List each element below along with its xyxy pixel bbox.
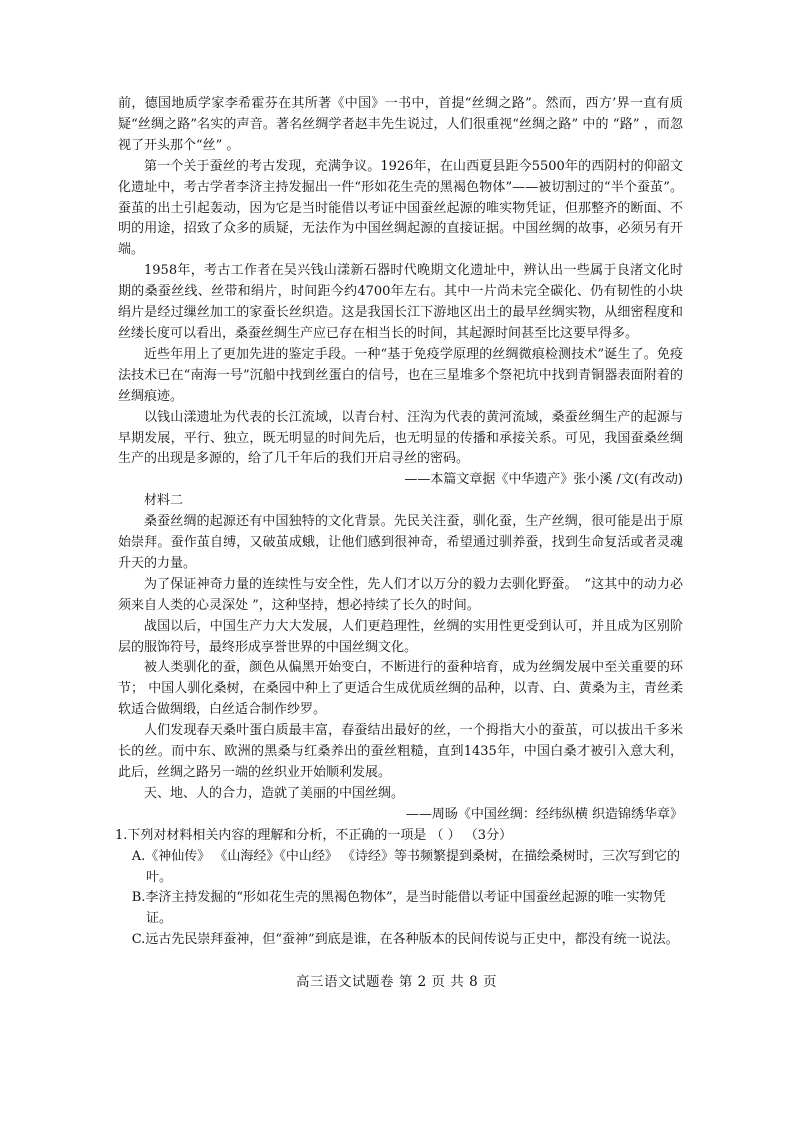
source-attribution: ——周旸《中国丝绸：经纬纵横 织造锦绣华章》 [405,806,683,822]
paragraph: 人们发现春天桑叶蛋白质最丰富，春蚕结出最好的丝，一个拇指大小的蚕茧，可以拔出千多米长的丝。而中东、欧洲的黑桑与红桑养出的蚕丝粗糙，直到1435年，中国白桑才被引入意大利，此后，丝绸之路另一端的丝织业开始顺利发展。 [118,723,683,780]
paragraph: 近些年用上了更加先进的鉴定手段。一种“基于免疫学原理的丝绸微痕检测技术”诞生了。免疫法技术已在“南海一号”沉船中找到丝蛋白的信号，也在三星堆多个祭祀坑中找到青铜器表面附着的丝绸痕迹。 [118,346,683,404]
paragraph: 以钱山漾遗址为代表的长江流域，以青台村、汪沟为代表的黄河流域，桑蚕丝绸生产的起源与早期发展，平行、独立，既无明显的时间先后，也无明显的传播和承接关系。可见，我国蚕桑丝绸生产的出现是多源的，给了几千年后的我们开启寻丝的密码。 [118,409,683,467]
paragraph: 被人类驯化的蚕，颜色从偏黑开始变白，不断进行的蚕种培育，成为丝绸发展中至关重要的环节； 中国人驯化桑树，在桑园中种上了更适合生成优质丝绸的品种，以青、白、黄桑为主，青丝柔软适合做绸缎，白丝适合制作纱罗。 [118,660,683,718]
source-attribution: ——本篇文章据《中华遗产》张小溪 /文(有改动) [404,472,683,488]
page-footer: 高三语文试题卷 第 2 页 共 8 页 [296,974,497,990]
paragraph: 战国以后，中国生产力大大发展，人们更趋理性，丝绸的实用性更受到认可，并且成为区别阶层的服饰符号，最终形成享誉世界的中国丝绸文化。 [118,618,683,655]
option-a: A.《神仙传》 《山海经》《中山经》 《诗经》等书频繁提到桑树，在描绘桑树时，三次写到它的叶。 [131,848,680,885]
paragraph: 桑蚕丝绸的起源还有中国独特的文化背景。先民关注蚕，驯化蚕，生产丝绸，很可能是出于原始崇拜。蚕作茧自缚，又破茧成蛾，让他们感到很神奇，希望通过驯养蚕，找到生命复活或者灵魂升天的力量。 [118,514,683,571]
paragraph: 为了保证神奇力量的连续性与安全性，先人们才以万分的毅力去驯化野蚕。 “这其中的动力必须来自人类的心灵深处 ”，这种坚持，想必持续了长久的时间。 [118,576,683,613]
option-c: C.远古先民崇拜蚕神，但“蚕神”到底是谁，在各种版本的民间传说与正史中，都没有统一说法。 [131,932,679,948]
paragraph: 前，德国地质学家李希霍芬在其所著《中国》一书中，首提“丝绸之路”。然而，西方’界一直有质疑“丝绸之路”名实的声音。著名丝绸学者赵丰先生说过，人们很重视“丝绸之路” 中的 “路” ，而忽视了开头那个“丝” 。 [118,96,683,153]
paragraph: 第一个关于蚕丝的考古发现，充满争议。1926年，在山西夏县距今5500年的西阴村的仰韶文化遗址中，考古学者李济主持发掘出一件“形如花生壳的黑褐色物体”——被切割过的“半个蚕茧”。蚕茧的出土引起轰动，因为它是当时能借以考证中国蚕丝起源的唯实物凭证，但那整齐的断面、不明的用途，招致了众多的质疑，无法作为中国丝绸起源的直接证据。中国丝绸的故事，必须另有开端。 [118,158,683,258]
section-heading: 材料二 [144,493,184,509]
question-stem: 1.下列对材料相关内容的理解和分析，不正确的一项是 （ ） （3分） [115,827,513,843]
paragraph: 1958年，考古工作者在吴兴钱山漾新石器时代晚期文化遗址中，辨认出一些属于良渚文化时期的桑蚕丝线、丝带和绢片，时间距今约4700年左右。其中一片尚未完全碳化、仍有韧性的小块绢片是经过缫丝加工的家蚕长丝织造。这是我国长江下游地区出土的最早丝绸实物，从细密程度和丝缕长度可以看出，桑蚕丝绸生产应已存在相当长的时间，其起源时间甚至比这要早得多。 [118,263,683,341]
document-body [115,94,683,951]
option-b: B.李济主持发掘的“形如花生壳的黑褐色物体”，是当时能借以考证中国蚕丝起源的唯一实物凭证。 [131,890,666,927]
paragraph: 天、地、人的合力，造就了美丽的中国丝绸。 [144,785,405,801]
